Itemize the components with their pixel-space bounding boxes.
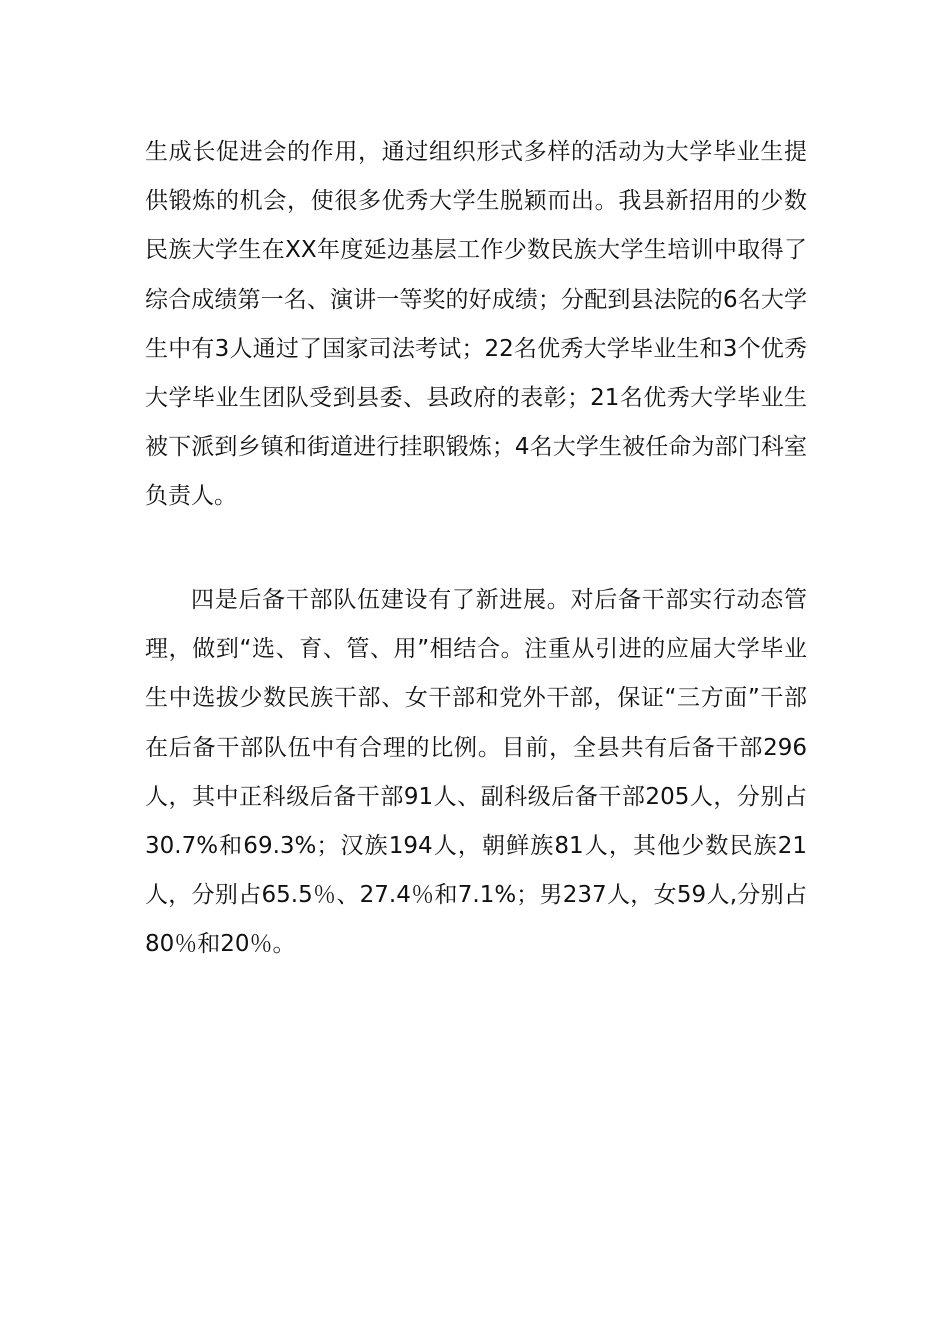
body-paragraph-continuation: 生成长促进会的作用，通过组织形式多样的活动为大学毕业生提供锻炼的机会，使很多优秀大学生脱颖而出。我县新招用的少数民族大学生在XX年度延边基层工作少数民族大学生培训中取得了综合成绩第一名、演讲一等奖的好成绩；分配到县法院的6名大学生中有3人通过了国家司法考试；22名优秀大学毕业生和3个优秀大学毕业生团队受到县委、县政府的表彰；21名优秀大学毕业生被下派到乡镇和街道进行挂职锻炼；4名大学生被任命为部门科室负责人。	[145, 139, 807, 510]
body-paragraph-reserve-cadres: 四是后备干部队伍建设有了新进展。对后备干部实行动态管理，做到“选、育、管、用”相结合。注重从引进的应届大学毕业生中选拔少数民族干部、女干部和党外干部，保证“三方面”干部在后备干部队伍中有合理的比例。目前，全县共有后备干部296人，其中正科级后备干部91人、副科级后备干部205人，分别占30.7%和69.3%；汉族194人，朝鲜族81人，其他少数民族21人，分别占65.5％、27.4％和7.1%；男237人，女59人,分别占80％和20％。	[145, 587, 807, 958]
